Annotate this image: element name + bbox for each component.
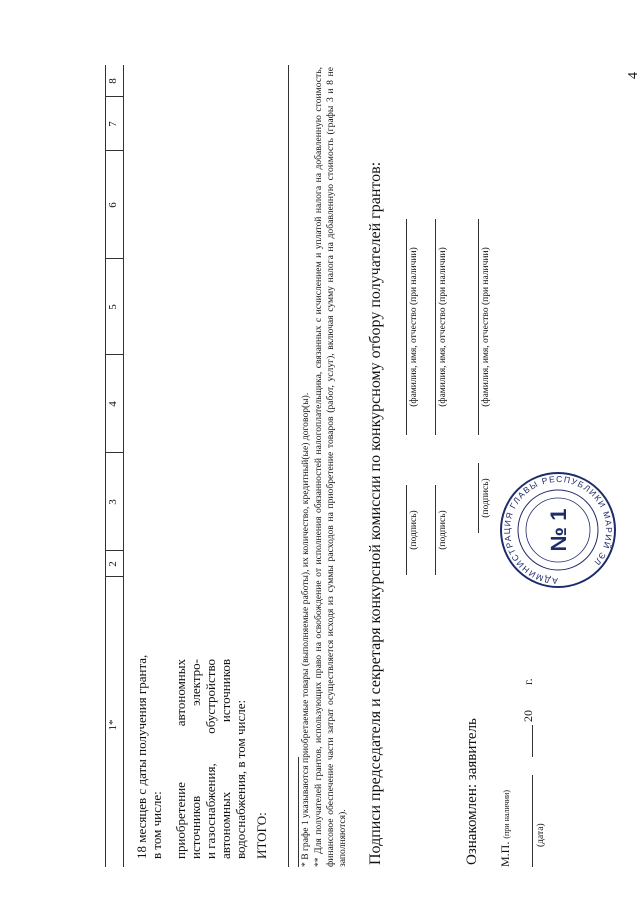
acquainted-label: Ознакомлен: заявитель <box>464 718 480 865</box>
col-header-2: 2 <box>107 561 119 567</box>
grant-expenses-table <box>105 65 289 867</box>
name-caption-2: (фамилия, имя, отчество (при наличии) <box>438 247 448 407</box>
date-caption: (дата) <box>536 823 546 847</box>
table-header-row <box>106 65 124 867</box>
sign-caption-1: (подпись) <box>409 510 419 550</box>
signatures-title: Подписи председателя и секретаря конкурсной комиссии по конкурсному отбору получателей грантов: <box>367 161 384 865</box>
footnote-1: * В графе 1 указываются приобретаемые товары (выполняемые работы), их количество, кредитный(ые) договор(ы). <box>300 392 311 867</box>
seal-place-label: М.П. (при наличии) <box>498 790 512 867</box>
stamp-number: № 1 <box>546 508 571 552</box>
year-prefix: 20 <box>521 710 535 722</box>
name-caption-3: (фамилия, имя, отчество (при наличии) <box>481 247 491 407</box>
sign-caption-3: (подпись) <box>481 478 491 518</box>
total-label: ИТОГО: <box>254 812 269 859</box>
stamp-ring-text: АДМИНИСТРАЦИЯ ГЛАВЫ РЕСПУБЛИКИ МАРИЙ ЭЛ <box>501 473 615 587</box>
col-header-8: 8 <box>107 78 119 84</box>
official-seal-stamp <box>498 470 618 590</box>
footnote-2: ** Для получателей грантов, использующих право на освобождение от исполнения обязанностей налогоплательщика, связанных с исчислением и уплатой налога на добавленную стоимость, финансовое обеспечение части затрат осуществляется исходя из суммы расходов на приобретение товаров (работ, услуг), включая сумму налога на добавленную стоимость (графы 3 и 8 не заполняются). <box>313 67 348 867</box>
col-header-1: 1* <box>107 719 119 731</box>
year-suffix: г. <box>521 678 535 685</box>
expense-items-cell: приобретение автономных источников электро- и газоснабжения, обустройство автономных источников водоснабжения, в том числе: <box>173 659 248 859</box>
col-header-7: 7 <box>107 121 119 127</box>
page-number: 4 <box>626 72 641 79</box>
col-header-3: 3 <box>107 499 119 505</box>
name-caption-1: (фамилия, имя, отчество (при наличии) <box>409 247 419 407</box>
col-header-4: 4 <box>107 401 119 407</box>
sign-caption-2: (подпись) <box>438 510 448 550</box>
grant-period-cell: 18 месяцев с даты получения гранта, в том числе: <box>134 654 164 859</box>
col-header-5: 5 <box>107 304 119 310</box>
col-header-6: 6 <box>107 202 119 208</box>
footnote-separator <box>298 757 299 867</box>
